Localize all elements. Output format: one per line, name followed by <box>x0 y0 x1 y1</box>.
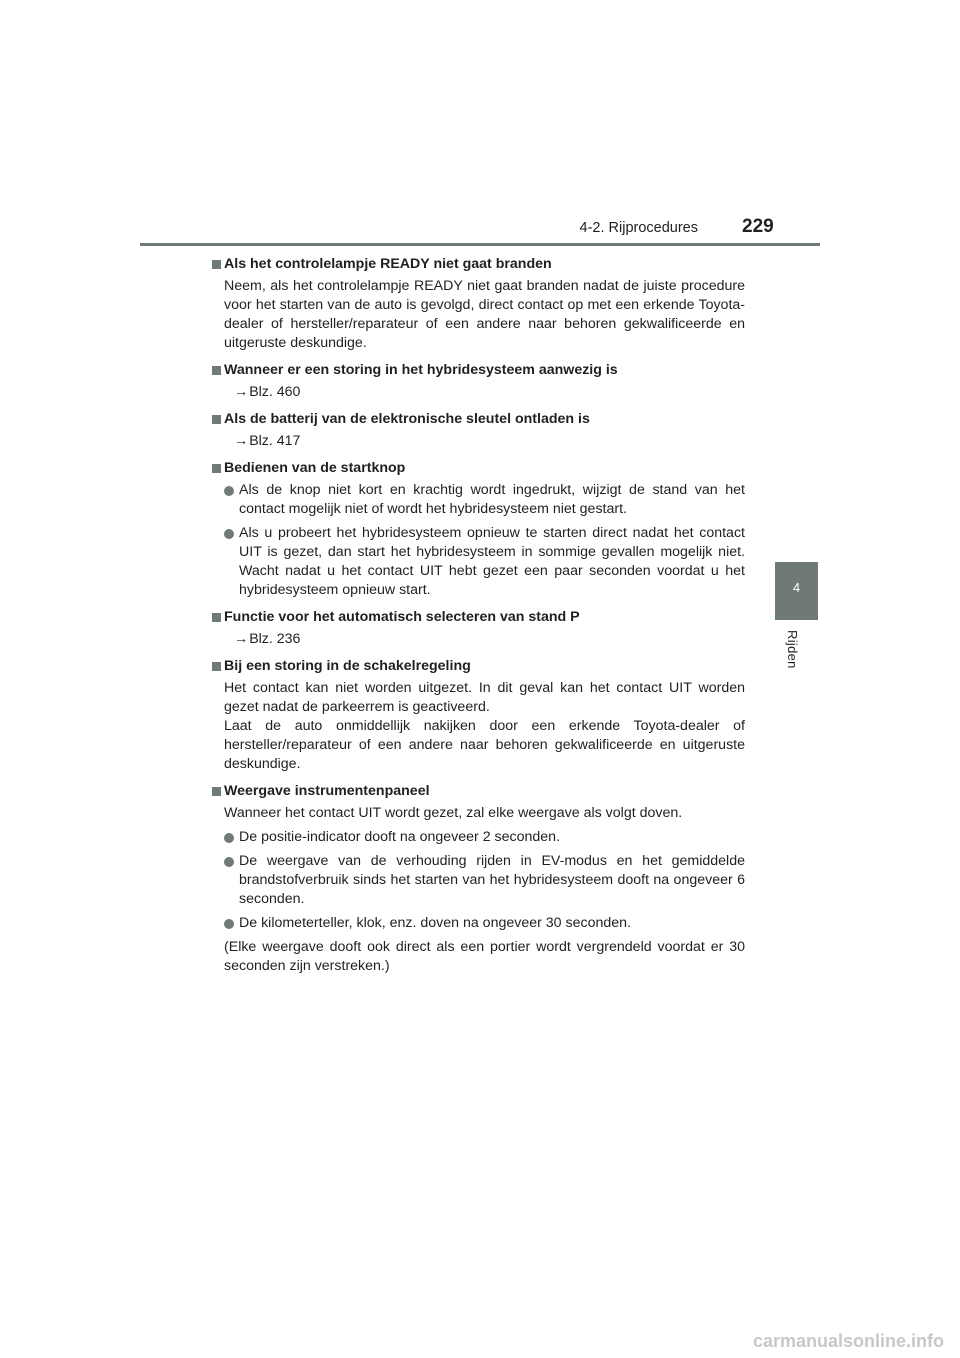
list-item: Als u probeert het hybridesysteem opnieuw te starten direct nadat het contact UIT is gezet, dan start het hybridesysteem in sommige gevallen mogelijk niet. Wacht nadat u het contact UIT hebt gezet een paar seconden voordat u het hybridesysteem opnieuw start. <box>212 524 745 600</box>
square-bullet-icon <box>212 613 221 622</box>
round-bullet-icon <box>224 833 234 843</box>
paragraph: Laat de auto onmiddellijk nakijken door een erkende Toyota-dealer of hersteller/reparateur of een andere naar behoren gekwalificeerde en uitgeruste deskundige. <box>224 718 745 772</box>
section-hybrid-failure <box>212 361 745 402</box>
page-footer <box>0 1318 960 1358</box>
round-bullet-icon <box>224 529 234 539</box>
square-bullet-icon <box>212 366 221 375</box>
list-item: Als de knop niet kort en krachtig wordt ingedrukt, wijzigt de stand van het contact mogelijk niet of wordt het hybridesysteem niet gestart. <box>212 481 745 519</box>
section-title: Weergave instrumentenpaneel <box>224 783 430 799</box>
page-reference: Blz. 460 <box>249 384 301 400</box>
section-title: Functie voor het automatisch selecteren van stand P <box>224 609 580 625</box>
section-title: Als het controlelampje READY niet gaat branden <box>224 256 552 272</box>
section-ready-lamp <box>212 255 745 353</box>
section-title: Als de batterij van de elektronische sleutel ontladen is <box>224 411 590 427</box>
square-bullet-icon <box>212 662 221 671</box>
round-bullet-icon <box>224 486 234 496</box>
paragraph: (Elke weergave dooft ook direct als een portier wordt vergrendeld voordat er 30 seconden zijn verstreken.) <box>224 939 745 974</box>
round-bullet-icon <box>224 857 234 867</box>
main-content <box>212 255 745 984</box>
page-number: 229 <box>742 216 774 237</box>
list-item: De weergave van de verhouding rijden in EV-modus en het gemiddelde brandstofverbruik sinds het starten van het hybridesysteem dooft na ongeveer 6 seconden. <box>212 852 745 909</box>
header-divider <box>140 243 820 246</box>
section-title: Bedienen van de startknop <box>224 460 406 476</box>
page-header <box>0 0 960 250</box>
section-shift-control <box>212 657 745 774</box>
arrow-right-icon: → <box>234 384 249 400</box>
arrow-right-icon: → <box>234 433 249 449</box>
chapter-number: 4 <box>792 580 801 595</box>
round-bullet-icon <box>224 919 234 929</box>
watermark: carmanualsonline.info <box>752 1331 944 1351</box>
arrow-right-icon: → <box>234 631 249 647</box>
square-bullet-icon <box>212 415 221 424</box>
list-item: De positie-indicator dooft na ongeveer 2 seconden. <box>212 828 745 847</box>
section-key-battery <box>212 410 745 451</box>
section-title: Wanneer er een storing in het hybridesysteem aanwezig is <box>224 362 618 378</box>
page-reference: Blz. 236 <box>249 631 301 647</box>
paragraph: Het contact kan niet worden uitgezet. In dit geval kan het contact UIT worden gezet nadat de parkeerrem is geactiveerd. <box>224 680 745 715</box>
square-bullet-icon <box>212 787 221 796</box>
paragraph: Wanneer het contact UIT wordt gezet, zal elke weergave als volgt doven. <box>224 805 683 821</box>
header-section-title: 4-2. Rijprocedures <box>579 220 698 236</box>
list-item: De kilometerteller, klok, enz. doven na ongeveer 30 seconden. <box>212 914 745 933</box>
square-bullet-icon <box>212 464 221 473</box>
section-start-button <box>212 459 745 600</box>
square-bullet-icon <box>212 260 221 269</box>
section-instrument-panel <box>212 782 745 976</box>
page-reference: Blz. 417 <box>249 433 301 449</box>
paragraph: Neem, als het controlelampje READY niet gaat branden nadat de juiste procedure voor het starten van de auto is gevolgd, direct contact op met een erkende Toyota-dealer of hersteller/reparateur of een andere naar behoren gekwalificeerde en uitgeruste deskundige. <box>224 278 745 351</box>
chapter-tab <box>775 562 818 620</box>
section-auto-p <box>212 608 745 649</box>
chapter-label: Rijden <box>785 630 800 669</box>
section-title: Bij een storing in de schakelregeling <box>224 658 471 674</box>
